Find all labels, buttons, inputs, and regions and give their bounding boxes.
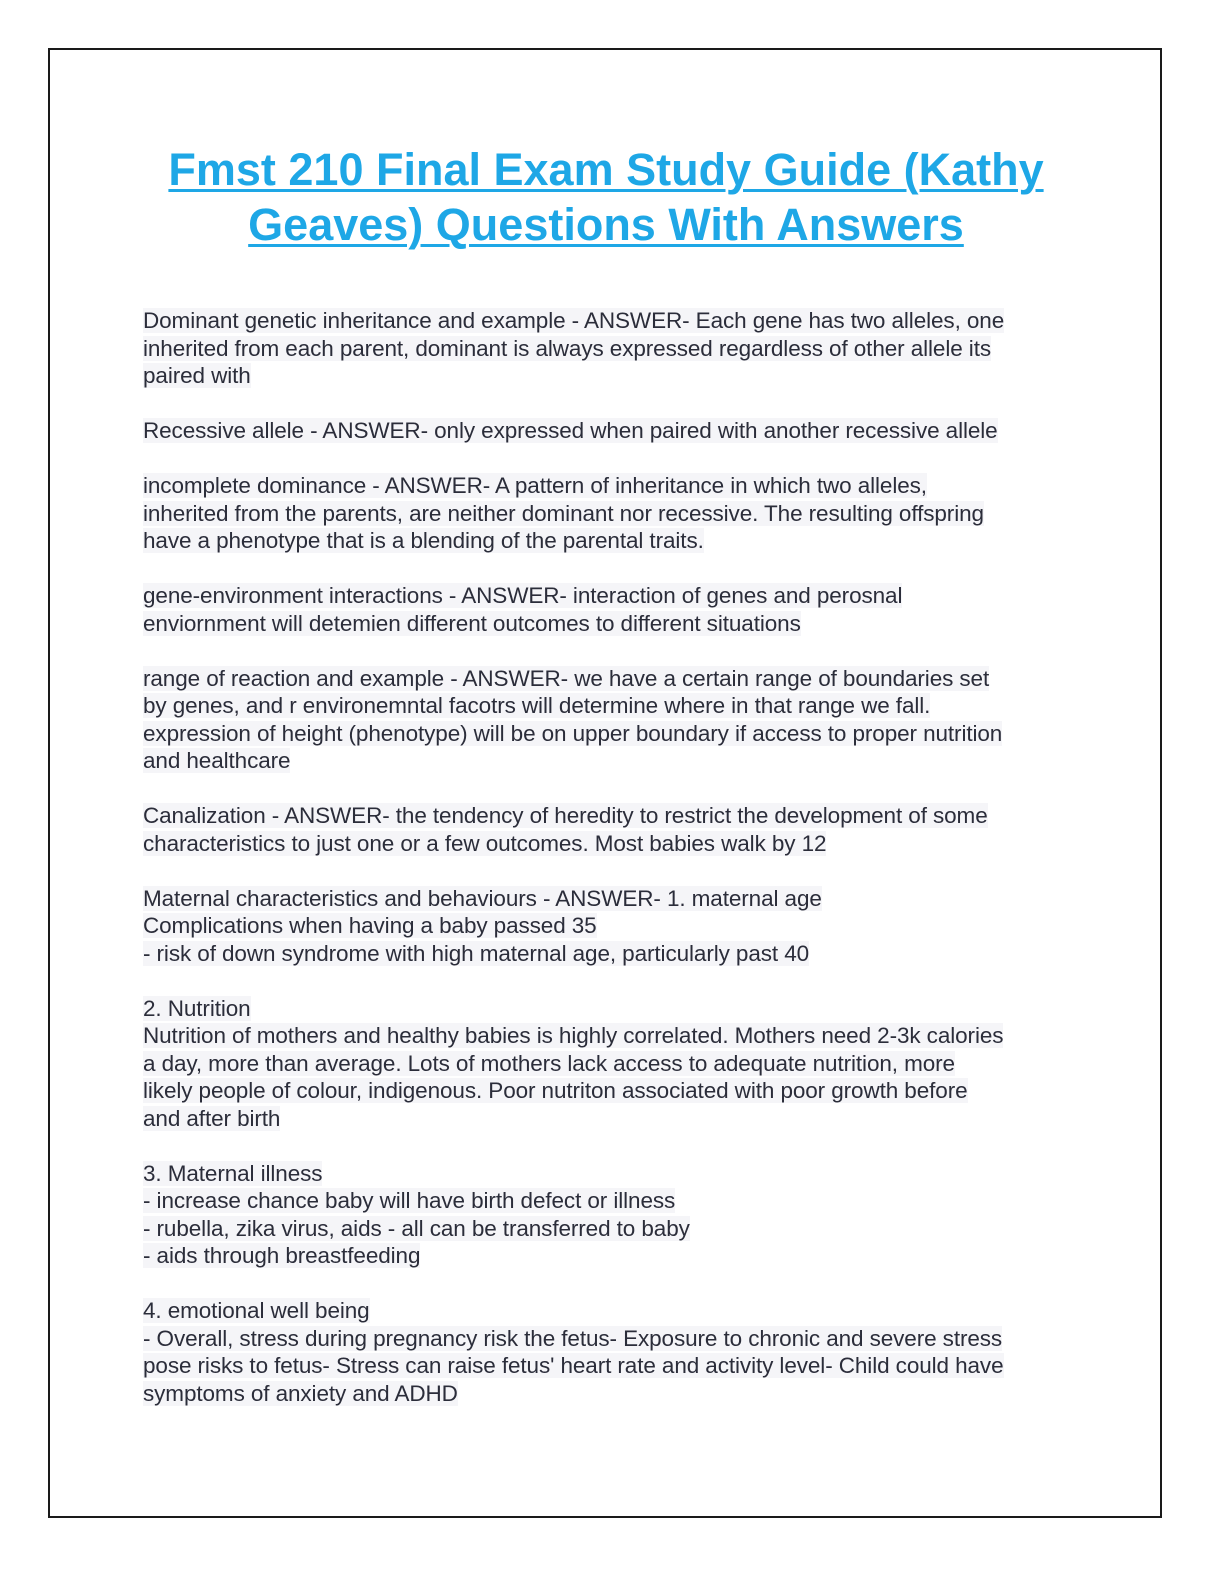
text-line: Complications when having a baby passed 35 [143, 913, 597, 938]
text-line: Recessive allele - ANSWER- only expressed when paired with another recessive allele [143, 418, 998, 443]
text-line: Dominant genetic inheritance and example - ANSWER- Each gene has two alleles, one [143, 308, 1005, 333]
qa-recessive-allele [143, 417, 1078, 445]
text-line: 3. Maternal illness [143, 1160, 323, 1186]
text-line: - risk of down syndrome with high maternal age, particularly past 40 [143, 940, 810, 966]
qa-maternal-age [143, 885, 1078, 968]
qa-gene-environment [143, 582, 1078, 637]
text-line: Maternal characteristics and behaviours - ANSWER- 1. maternal age [143, 885, 822, 911]
text-line: and healthcare [143, 748, 291, 773]
title-line: Geaves) Questions With Answers [248, 199, 964, 250]
text-line: Nutrition of mothers and healthy babies is highly correlated. Mothers need 2-3k calories [143, 1023, 1004, 1048]
text-line: 4. emotional well being [143, 1298, 370, 1323]
text-line: pose risks to fetus- Stress can raise fetus' heart rate and activity level- Child could have [143, 1353, 1004, 1378]
text-line: a day, more than average. Lots of mothers lack access to adequate nutrition, more [143, 1050, 955, 1076]
qa-emotional-well-being [143, 1297, 1078, 1407]
text-line: inherited from the parents, are neither dominant nor recessive. The resulting offspring [143, 500, 984, 526]
text-line: - rubella, zika virus, aids - all can be transferred to baby [143, 1215, 690, 1241]
text-line: enviornment will detemien different outcomes to different situations [143, 610, 801, 636]
text-line: - aids through breastfeeding [143, 1243, 421, 1268]
qa-canalization [143, 802, 1078, 857]
text-line: characteristics to just one or a few outcomes. Most babies walk by 12 [143, 830, 827, 856]
text-line: range of reaction and example - ANSWER- we have a certain range of boundaries set [143, 665, 990, 691]
text-line: - increase chance baby will have birth defect or illness [143, 1188, 676, 1213]
document-body [143, 307, 1078, 1435]
qa-maternal-illness [143, 1160, 1078, 1270]
title-line: Fmst 210 Final Exam Study Guide (Kathy [168, 144, 1044, 195]
text-line: gene-environment interactions - ANSWER- interaction of genes and perosnal [143, 583, 903, 608]
text-line: paired with [143, 363, 251, 388]
text-line: - Overall, stress during pregnancy risk the fetus- Exposure to chronic and severe stress [143, 1325, 1003, 1351]
text-line: have a phenotype that is a blending of the parental traits. [143, 528, 704, 553]
qa-dominant-inheritance [143, 307, 1078, 390]
text-line: expression of height (phenotype) will be on upper boundary if access to proper nutrition [143, 720, 1003, 746]
qa-incomplete-dominance [143, 472, 1078, 555]
text-line: inherited from each parent, dominant is always expressed regardless of other allele its [143, 335, 991, 361]
text-line: Canalization - ANSWER- the tendency of heredity to restrict the development of some [143, 803, 988, 828]
qa-nutrition [143, 995, 1078, 1133]
text-line: symptoms of anxiety and ADHD [143, 1380, 458, 1406]
text-line: likely people of colour, indigenous. Poor nutriton associated with poor growth before [143, 1078, 968, 1103]
text-line: 2. Nutrition [143, 995, 251, 1021]
qa-range-of-reaction [143, 665, 1078, 775]
text-line: by genes, and r environemntal facotrs will determine where in that range we fall. [143, 693, 931, 718]
text-line: incomplete dominance - ANSWER- A pattern of inheritance in which two alleles, [143, 473, 927, 498]
document-title [100, 142, 1112, 252]
text-line: and after birth [143, 1105, 281, 1131]
